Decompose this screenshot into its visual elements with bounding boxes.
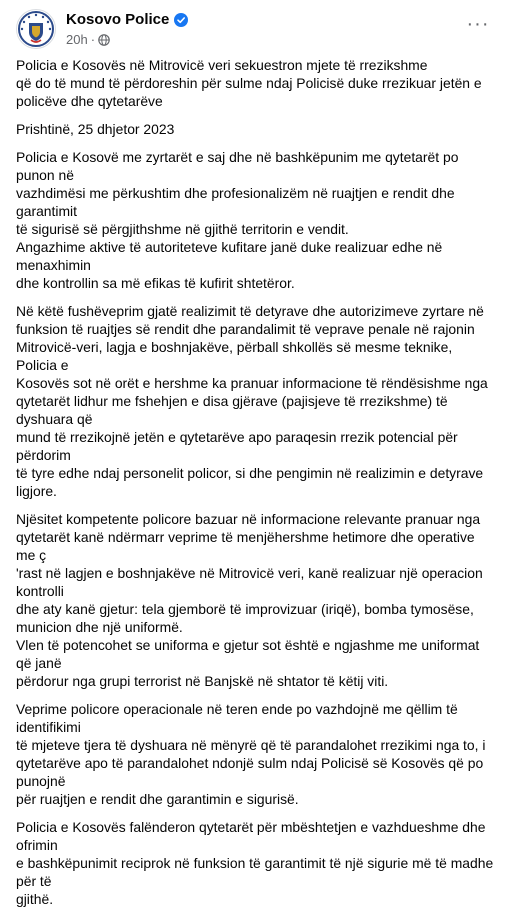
post-paragraph-4 — [16, 700, 496, 808]
text-line: Angazhime aktive të autoriteteve kufitare janë duke realizuar edhe në menaxhimin — [16, 239, 443, 273]
globe-icon[interactable] — [98, 34, 110, 46]
text-line: qytetarëve apo të parandalohet ndonjë sulm ndaj Policisë së Kosovës që po punojnë — [16, 755, 484, 789]
post-header — [16, 8, 496, 52]
text-line: e bashkëpunimit reciprok në funksion të garantimit të një sigurie më të madhe për të — [16, 855, 494, 889]
text-line: Kosovës sot në orët e hershme ka pranuar informacione të rëndësishme nga — [16, 375, 488, 391]
text-line: të sigurisë së përgjithshme në gjithë territorin e vendit. — [16, 221, 349, 237]
text-line: qytetarët kanë ndërmarr veprime të menjëhershme hetimore dhe operative me ç — [16, 529, 475, 563]
text-line: mund të rrezikojnë jetën e qytetarëve apo paraqesin rrezik potencial për përdorim — [16, 429, 458, 463]
kosovo-police-logo-icon — [17, 10, 55, 48]
post-body — [16, 56, 496, 908]
text-line: Veprime policore operacionale në teren ende po vazhdojnë me qëllim të identifikimi — [16, 701, 458, 735]
text-line: funksion të ruajtjes së rendit dhe parandalimit të veprave penale në rajonin — [16, 321, 475, 337]
text-line: që do të mund të përdoreshin për sulme ndaj Policisë duke rrezikuar jetën e — [16, 75, 482, 91]
text-line: municion dhe një uniformë. — [16, 619, 183, 635]
text-line: të tyre edhe ndaj personelit policor, si dhe pengimin në realizimin e detyrave ligjore. — [16, 465, 484, 499]
post-paragraph-1 — [16, 148, 496, 292]
text-line: gjithë. — [16, 891, 54, 907]
text-line: Mitrovicë-veri, lagja e boshnjakëve, përball shkollës së mesme teknike, Policia e — [16, 339, 453, 373]
text-line: Policia e Kosovë me zyrtarët e saj dhe në bashkëpunim me qytetarët po punon në — [16, 149, 459, 183]
post-title-paragraph — [16, 56, 496, 110]
text-line: dhe kontrollin sa më efikas të kufirit shtetëror. — [16, 275, 295, 291]
text-line: dhe aty kanë gjetur: tela gjemborë të improvizuar (iriqë), bomba tymosëse, — [16, 601, 474, 617]
text-line: Vlen të potencohet se uniforma e gjetur sot është e ngjashme me uniformat që janë — [16, 637, 480, 671]
text-line: qytetarët lidhur me fshehjen e disa gjërave (pajisjeve të rrezikshme) të dyshuara që — [16, 393, 448, 427]
page-name[interactable]: Kosovo Police — [66, 11, 170, 28]
text-line: të mjeteve tjera të dyshuara në mënyrë që të parandalohet rrezikimi nga to, i — [16, 737, 486, 753]
post-timestamp[interactable]: 20h — [66, 32, 88, 47]
more-options-button[interactable]: ··· — [466, 13, 490, 35]
text-line: Policia e Kosovës në Mitrovicë veri sekuestron mjete të rrezikshme — [16, 57, 428, 73]
post-paragraph-5 — [16, 818, 496, 908]
text-line: Njësitet kompetente policore bazuar në informacione relevante pranuar nga — [16, 511, 481, 527]
post-date-line — [16, 120, 496, 138]
text-line: vazhdimësi me përkushtim dhe profesionalizëm në ruajtjen e rendit dhe garantimit — [16, 185, 455, 219]
text-line: Policia e Kosovës falënderon qytetarët për mbështetjen e vazhdueshme dhe ofrimin — [16, 819, 486, 853]
page-avatar[interactable] — [16, 9, 56, 49]
verified-badge-icon — [174, 13, 188, 27]
meta-separator: · — [90, 32, 96, 47]
text-line: Prishtinë, 25 dhjetor 2023 — [16, 121, 175, 137]
post-paragraph-3 — [16, 510, 496, 690]
text-line: përdorur nga grupi terrorist në Banjskë në shtator të këtij viti. — [16, 673, 389, 689]
text-line: Në këtë fushëveprim gjatë realizimit të detyrave dhe autorizimeve zyrtare në — [16, 303, 484, 319]
text-line: policëve dhe qytetarëve — [16, 93, 163, 109]
page-name-row — [66, 11, 188, 28]
post-paragraph-2 — [16, 302, 496, 500]
text-line: për ruajtjen e rendit dhe garantimin e sigurisë. — [16, 791, 299, 807]
post-meta — [66, 32, 110, 47]
text-line: 'rast në lagjen e boshnjakëve në Mitrovicë veri, kanë realizuar një operacion kontrolli — [16, 565, 483, 599]
